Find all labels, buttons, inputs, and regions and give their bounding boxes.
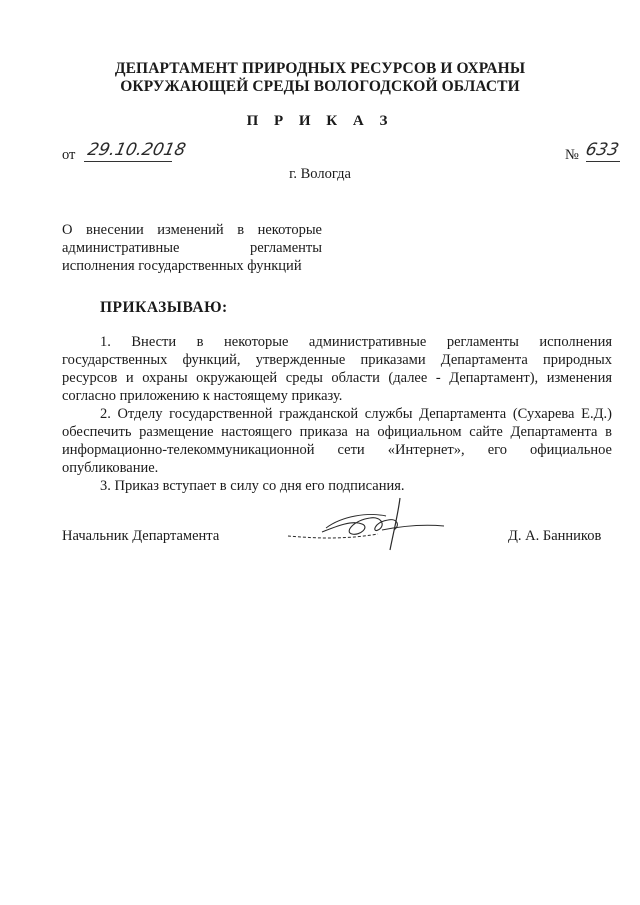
handwritten-signature	[282, 490, 452, 552]
signatory-name: Д. А. Банников	[508, 528, 602, 544]
order-subject: О внесении изменений в некоторые административные регламенты исполнения государственных функций	[62, 222, 322, 274]
date-label: от	[62, 147, 76, 163]
number-underline	[586, 161, 620, 162]
number-label: №	[565, 147, 579, 163]
date-field	[84, 140, 188, 164]
paragraph-3: 3. Приказ вступает в силу со дня его подписания.	[100, 478, 405, 494]
department-name-line1: ДЕПАРТАМЕНТ ПРИРОДНЫХ РЕСУРСОВ И ОХРАНЫ	[114, 60, 526, 77]
department-name-line2: ОКРУЖАЮЩЕЙ СРЕДЫ ВОЛОГОДСКОЙ ОБЛАСТИ	[120, 78, 520, 95]
handwritten-date: 29.10.2018	[85, 140, 188, 160]
document-title: П Р И К А З	[246, 113, 394, 129]
city: г. Вологда	[289, 166, 351, 182]
order-body	[62, 333, 612, 495]
orders-heading: ПРИКАЗЫВАЮ:	[100, 299, 228, 316]
signatory-position: Начальник Департамента	[62, 528, 220, 544]
paragraph-1: 1. Внести в некоторые административные регламенты исполнения государственных функций, утвержденные приказами Департамента природных ресурсов и охраны окружающей среды области (далее - Департамент), изменения согласно приложению к настоящему приказу.	[62, 334, 612, 404]
handwritten-number: 633	[583, 140, 621, 160]
number-field	[583, 140, 622, 164]
date-underline	[84, 161, 172, 162]
paragraph-2: 2. Отделу государственной гражданской службы Департамента (Сухарева Е.Д.) обеспечить размещение настоящего приказа на официальном сайте Департамента в информационно-телекоммуникационной сети «Интернет», его официальное опубликование.	[62, 406, 612, 476]
